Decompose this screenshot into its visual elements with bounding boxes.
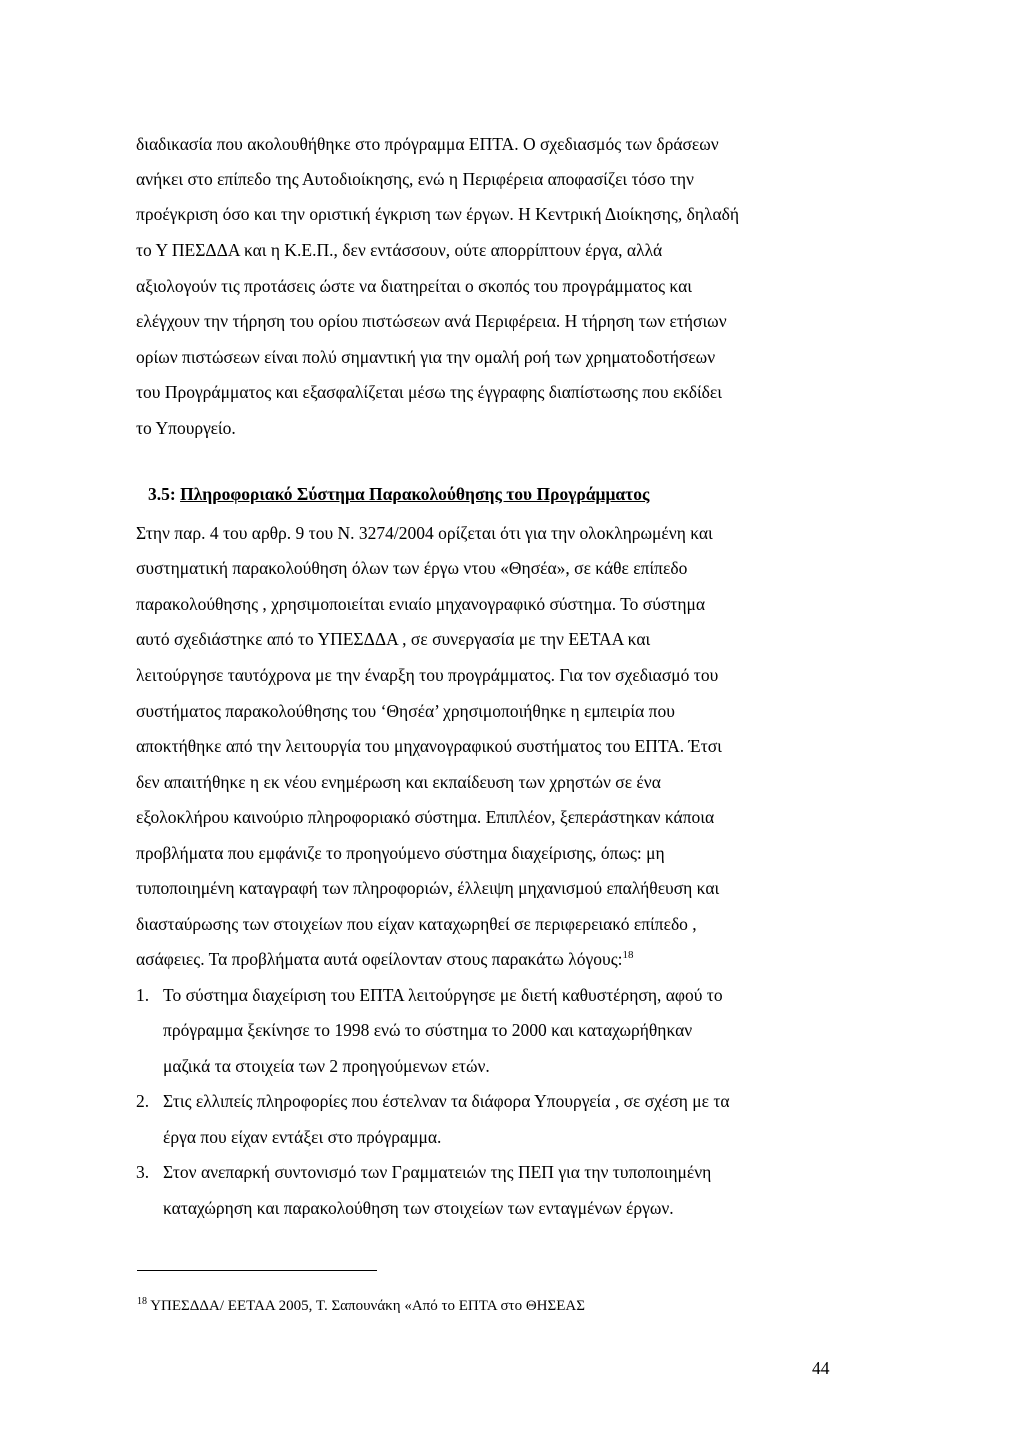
text-line: δεν απαιτήθηκε η εκ νέου ενημέρωση και εκπαίδευση των χρηστών σε ένα: [136, 772, 661, 792]
footnote-text: ΥΠΕΣΔΔΑ/ ΕΕΤΑΑ 2005, Τ. Σαπουνάκη «Από το ΕΠΤΑ στο ΘΗΣΕΑΣ: [147, 1298, 585, 1314]
text-line: το Υ ΠΕΣΔΔΑ και η Κ.Ε.Π., δεν εντάσσουν, ούτε απορρίπτουν έργα, αλλά: [136, 240, 663, 260]
text-line: αποκτήθηκε από την λειτουργία του μηχανογραφικού συστήματος του ΕΠΤΑ. Έτσι: [136, 736, 722, 756]
text-line: [136, 948, 633, 970]
text-line: τυποποιημένη καταγραφή των πληροφοριών, έλλειψη μηχανισμού επαλήθευση και: [136, 878, 720, 898]
list-item-number: 3.: [136, 1162, 150, 1182]
footnote-reference[interactable]: 18: [622, 949, 634, 962]
text-line-content: ασάφειες. Τα προβλήματα αυτά οφείλονταν στους παρακάτω λόγους:: [136, 949, 623, 969]
page-number: 44: [812, 1358, 830, 1378]
list-item-line: Το σύστημα διαχείριση του ΕΠΤΑ λειτούργησε με διετή καθυστέρηση, αφού το: [163, 985, 723, 1005]
footnote: [137, 1298, 585, 1315]
list-item-line: καταχώρηση και παρακολούθηση των στοιχείων των ενταγμένων έργων.: [163, 1198, 674, 1218]
footnote-divider: [137, 1270, 377, 1271]
text-line: προβλήματα που εμφάνιζε το προηγούμενο σύστημα διαχείρισης, όπως: μη: [136, 843, 665, 863]
section-number: 3.5:: [148, 484, 181, 504]
text-line: αυτό σχεδιάστηκε από το ΥΠΕΣΔΔΑ , σε συνεργασία με την ΕΕΤΑΑ και: [136, 629, 651, 649]
list-item-number: 1.: [136, 985, 150, 1005]
text-line: συστήματος παρακολούθησης του ‘Θησέα’ χρησιμοποιήθηκε η εμπειρία που: [136, 701, 675, 721]
text-line: ορίων πιστώσεων είναι πολύ σημαντική για την ομαλή ροή των χρηματοδοτήσεων: [136, 347, 716, 367]
text-line: προέγκριση όσο και την οριστική έγκριση των έργων. Η Κεντρική Διοίκησης, δηλαδή: [136, 204, 740, 224]
text-line: συστηματική παρακολούθηση όλων των έργω ντου «Θησέα», σε κάθε επίπεδο: [136, 558, 688, 578]
text-line: ανήκει στο επίπεδο της Αυτοδιοίκησης, ενώ η Περιφέρεια αποφασίζει τόσο την: [136, 169, 694, 189]
text-line: λειτούργησε ταυτόχρονα με την έναρξη του προγράμματος. Για τον σχεδιασμό του: [136, 665, 719, 685]
text-line: Στην παρ. 4 του αρθρ. 9 του Ν. 3274/2004 ορίζεται ότι για την ολοκληρωμένη και: [136, 523, 713, 543]
text-line: διαδικασία που ακολουθήθηκε στο πρόγραμμα ΕΠΤΑ. Ο σχεδιασμός των δράσεων: [136, 134, 719, 154]
list-item-line: Στις ελλιπείς πληροφορίες που έστελναν τα διάφορα Υπουργεία , σε σχέση με τα: [163, 1091, 730, 1111]
footnote-mark: 18: [137, 1296, 147, 1307]
list-item-line: μαζικά τα στοιχεία των 2 προηγούμενων ετών.: [163, 1056, 490, 1076]
text-line: παρακολούθησης , χρησιμοποιείται ενιαίο μηχανογραφικό σύστημα. Το σύστημα: [136, 594, 706, 614]
list-item-number: 2.: [136, 1091, 150, 1111]
list-item-line: πρόγραμμα ξεκίνησε το 1998 ενώ το σύστημα το 2000 και καταχωρήθηκαν: [163, 1020, 693, 1040]
text-line: διασταύρωσης των στοιχείων που είχαν καταχωρηθεί σε περιφερειακό επίπεδο ,: [136, 914, 697, 934]
section-heading: [148, 484, 649, 505]
text-line: εξολοκλήρου καινούριο πληροφοριακό σύστημα. Επιπλέον, ξεπεράστηκαν κάποια: [136, 807, 715, 827]
list-item-line: Στον ανεπαρκή συντονισμό των Γραμματειών της ΠΕΠ για την τυποποιημένη: [163, 1162, 712, 1182]
text-line: το Υπουργείο.: [136, 418, 236, 438]
text-line: αξιολογούν τις προτάσεις ώστε να διατηρείται ο σκοπός του προγράμματος και: [136, 276, 692, 296]
section-title: Πληροφοριακό Σύστημα Παρακολούθησης του Προγράμματος: [180, 484, 650, 504]
text-line: του Προγράμματος και εξασφαλίζεται μέσω της έγγραφης διαπίστωσης που εκδίδει: [136, 382, 722, 402]
list-item-line: έργα που είχαν εντάξει στο πρόγραμμα.: [163, 1127, 442, 1147]
text-line: ελέγχουν την τήρηση του ορίου πιστώσεων ανά Περιφέρεια. Η τήρηση των ετήσιων: [136, 311, 727, 331]
